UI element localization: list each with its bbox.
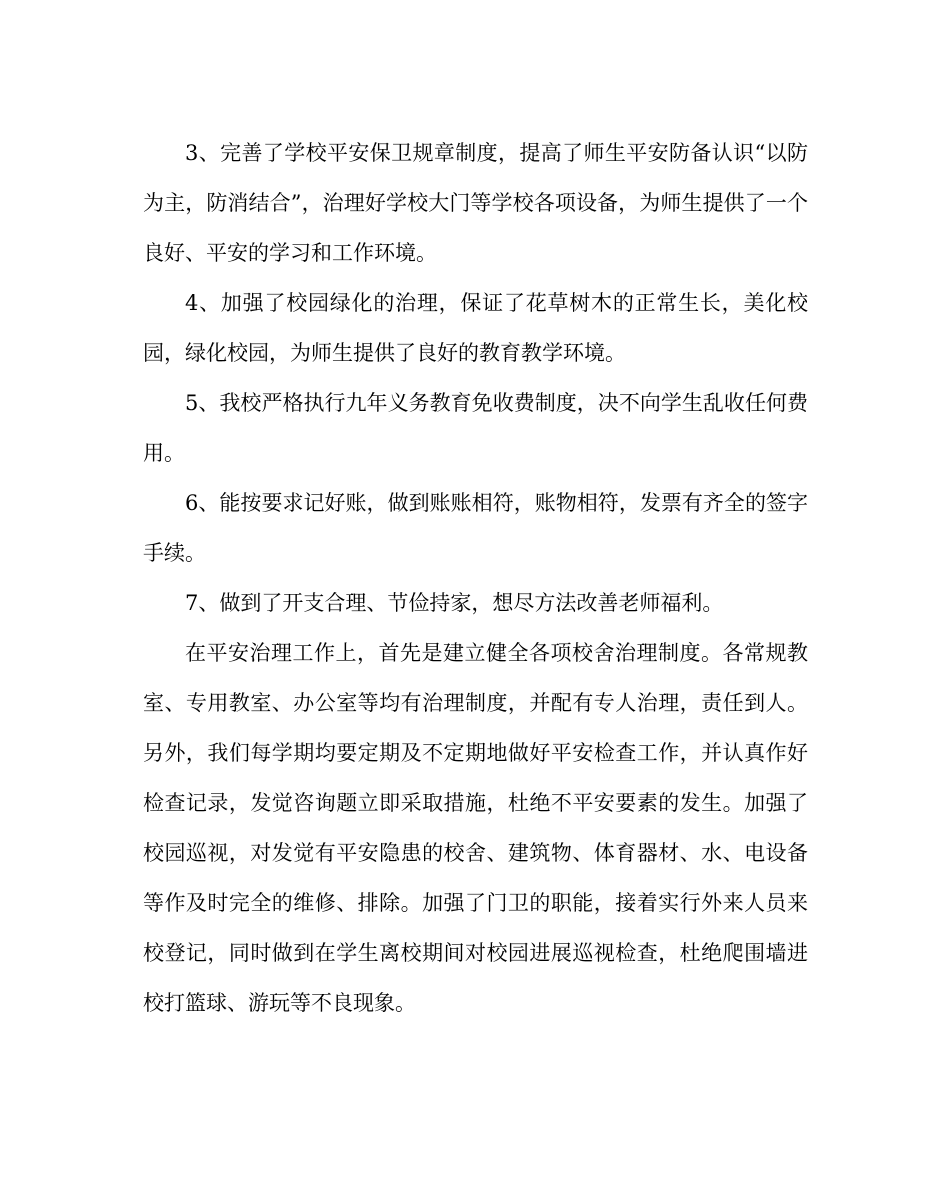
paragraph-item-7: 7、做到了开支合理、节俭持家，想尽方法改善老师福利。	[185, 591, 724, 615]
paragraph-item-3: 3、完善了学校平安保卫规章制度，提高了师生平安防备认识“以防为主，防消结合”，治理好学校大门等学校各项设备，为师生提供了一个良好、平安的学习和工作环境。	[143, 141, 808, 265]
paragraph-item-5: 5、我校严格执行九年义务教育免收费制度，决不向学生乱收任何费用。	[143, 391, 808, 465]
document-body	[143, 128, 808, 1028]
paragraph-item-4: 4、加强了校园绿化的治理，保证了花草树木的正常生长，美化校园，绿化校园，为师生提供了良好的教育教学环境。	[143, 291, 808, 365]
paragraph-safety-management: 在平安治理工作上，首先是建立健全各项校舍治理制度。各常规教室、专用教室、办公室等均有治理制度，并配有专人治理，责任到人。另外，我们每学期均要定期及不定期地做好平安检查工作，并认真作好检查记录，发觉咨询题立即采取措施，杜绝不平安要素的发生。加强了校园巡视，对发觉有平安隐患的校舍、建筑物、体育器材、水、电设备等作及时完全的维修、排除。加强了门卫的职能，接着实行外来人员来校登记，同时做到在学生离校期间对校园进展巡视检查，杜绝爬围墙进校打篮球、游玩等不良现象。	[143, 641, 808, 1015]
paragraph-item-6: 6、能按要求记好账，做到账账相符，账物相符，发票有齐全的签字手续。	[143, 491, 808, 565]
